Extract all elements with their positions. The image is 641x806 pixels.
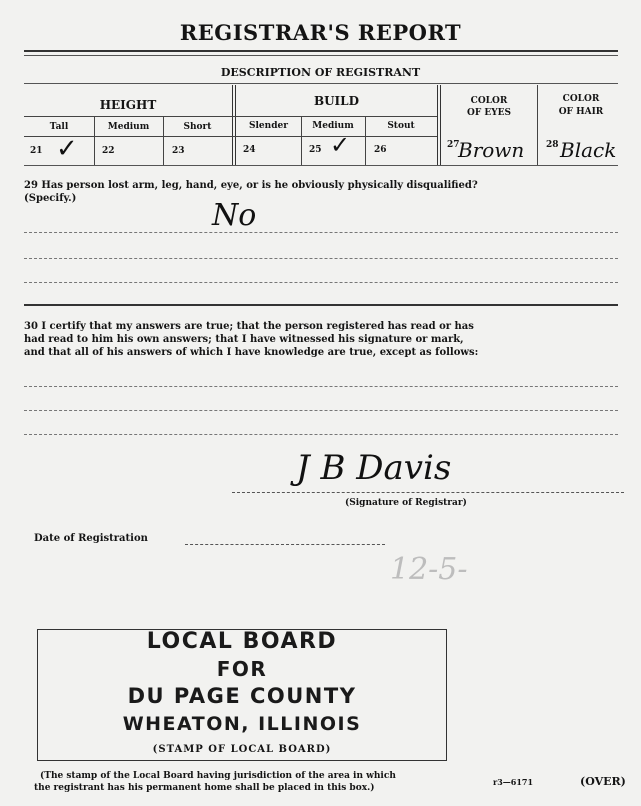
- date-line: [185, 544, 385, 545]
- eyes-header: COLOR: [470, 96, 508, 106]
- section-title: DESCRIPTION OF REGISTRANT: [220, 66, 421, 79]
- answer-line: [24, 232, 618, 233]
- divider: [24, 50, 618, 52]
- page-title: REGISTRAR'S REPORT: [179, 20, 462, 45]
- hair-header: COLOR: [562, 94, 600, 104]
- answer-line: [24, 282, 618, 283]
- question-30-line: and that all of his answers of which I have knowledge are true, except as follows:: [24, 347, 479, 358]
- divider: [24, 83, 618, 84]
- hair-color-value: Black: [560, 138, 617, 162]
- answer-line: [24, 258, 618, 259]
- question-30-line: 30 I certify that my answers are true; that the person registered has read or has: [24, 321, 474, 332]
- date-of-registration-label: Date of Registration: [34, 533, 148, 544]
- field-number: 27: [447, 140, 460, 150]
- field-number: 24: [243, 145, 256, 155]
- answer-line: [24, 410, 618, 411]
- question-29-specify: (Specify.): [24, 193, 77, 204]
- question-29: 29 Has person lost arm, leg, hand, eye, or is he obviously physically disqualified?: [24, 180, 478, 191]
- height-tall-label: Tall: [49, 122, 69, 132]
- build-header: BUILD: [313, 94, 360, 108]
- signature-line: [232, 492, 624, 493]
- answer-line: [24, 386, 618, 387]
- question-29-answer: No: [212, 198, 257, 233]
- stamp-caption: (STAMP OF LOCAL BOARD): [152, 744, 332, 755]
- question-30-line: had read to him his own answers; that I have witnessed his signature or mark,: [24, 334, 464, 345]
- date-of-registration-value: 12-5-: [390, 552, 468, 587]
- form-code: r3—6171: [493, 777, 534, 787]
- registrar-signature: J B Davis: [296, 448, 452, 488]
- divider: [24, 55, 618, 56]
- answer-line: [24, 434, 618, 435]
- field-number: 28: [546, 140, 559, 150]
- divider: [24, 304, 618, 306]
- divider: [24, 116, 437, 117]
- build-stout-label: Stout: [387, 121, 415, 131]
- stamp-line: DU PAGE COUNTY: [127, 684, 357, 708]
- build-medium-label: Medium: [312, 121, 354, 131]
- height-header: HEIGHT: [99, 98, 157, 112]
- check-mark: ✓: [56, 134, 78, 164]
- stamp-instructions: the registrant has his permanent home shall be placed in this box.): [34, 783, 375, 793]
- stamp-instructions: (The stamp of the Local Board having jurisdiction of the area in which: [40, 771, 396, 781]
- field-number: 26: [374, 145, 387, 155]
- field-number: 23: [172, 146, 185, 156]
- field-number: 21: [30, 146, 43, 156]
- eye-color-value: Brown: [458, 138, 525, 162]
- height-short-label: Short: [183, 122, 212, 132]
- field-number: 22: [102, 146, 115, 156]
- build-slender-label: Slender: [249, 121, 288, 131]
- signature-caption: (Signature of Registrar): [345, 498, 467, 508]
- hair-header: OF HAIR: [558, 107, 604, 117]
- field-number: 25: [309, 145, 322, 155]
- divider: [24, 136, 437, 137]
- check-mark: ✓: [330, 131, 351, 159]
- divider: [24, 165, 618, 166]
- stamp-line: LOCAL BOARD: [146, 629, 338, 654]
- stamp-line: WHEATON, ILLINOIS: [122, 713, 362, 735]
- over-label: (OVER): [580, 775, 626, 788]
- stamp-line: FOR: [216, 657, 268, 681]
- height-medium-label: Medium: [107, 122, 150, 132]
- eyes-header: OF EYES: [466, 108, 511, 118]
